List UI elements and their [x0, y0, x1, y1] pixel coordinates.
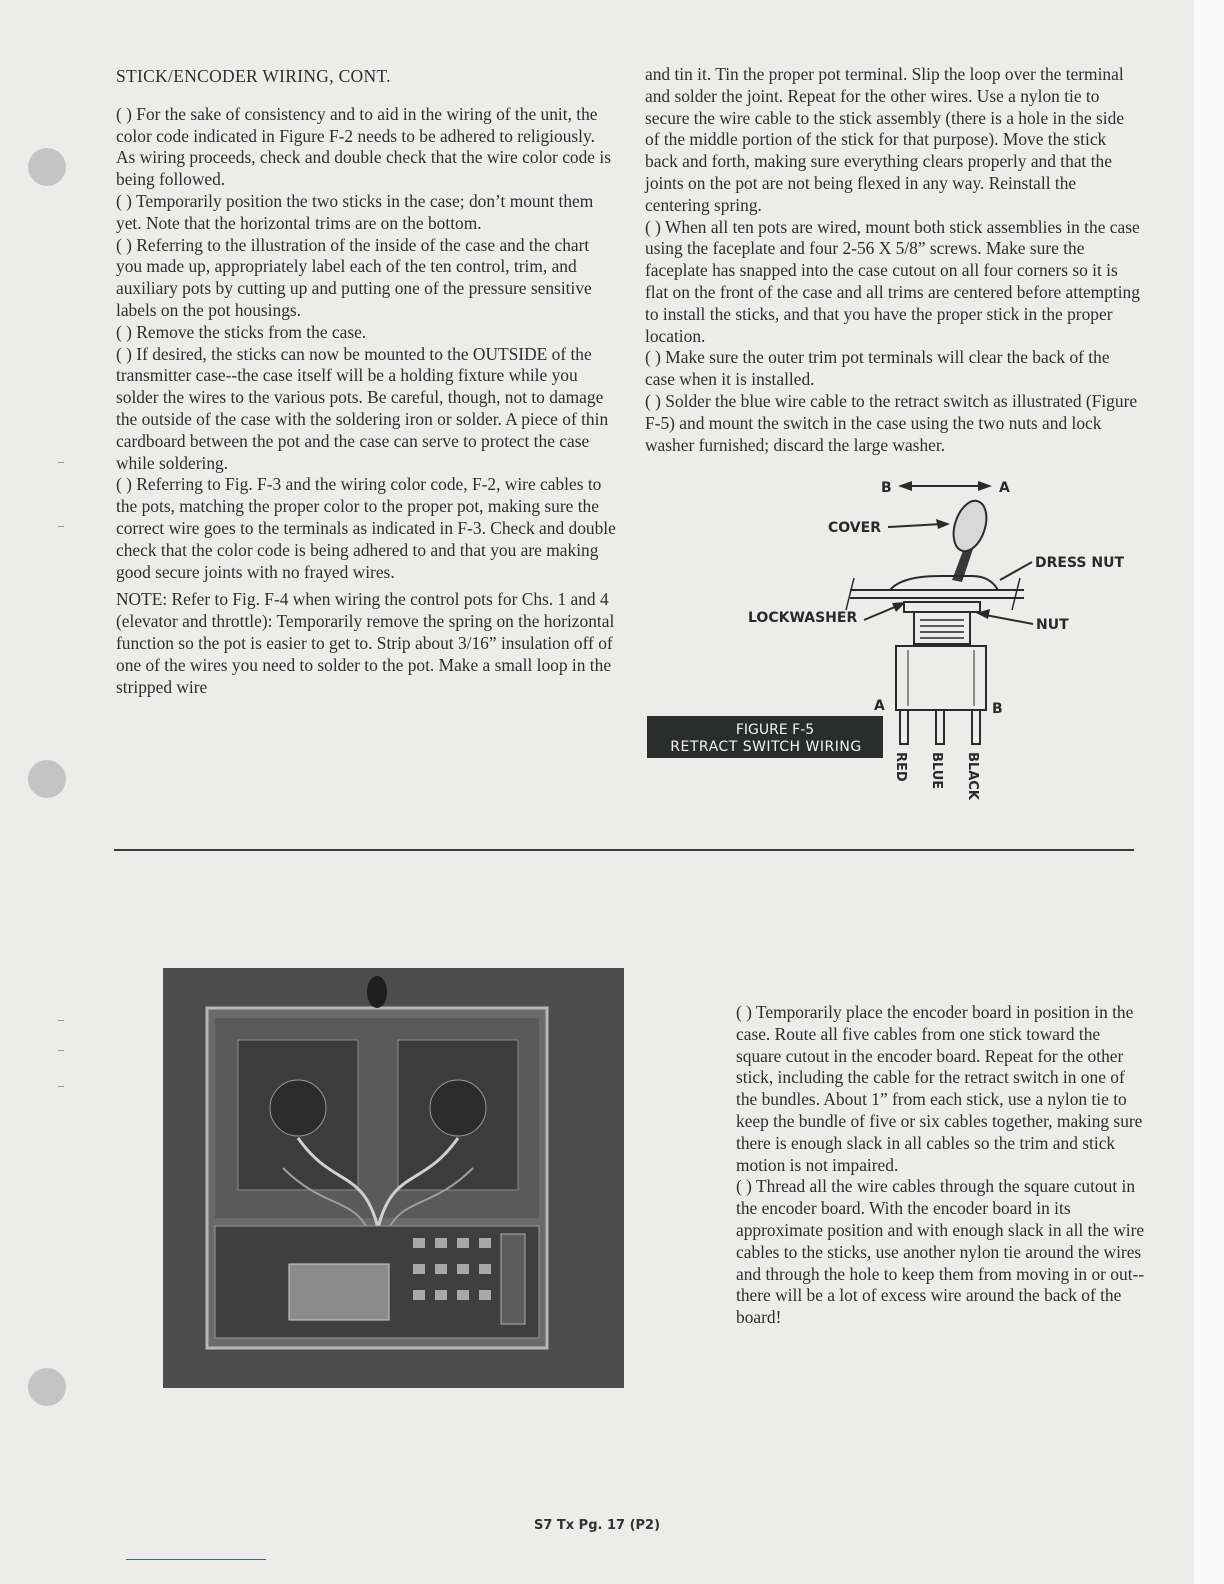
label-cover: COVER [828, 520, 881, 536]
figure-caption-title: FIGURE F-5 [735, 722, 815, 738]
section-heading: STICK/ENCODER WIRING, CONT. [116, 66, 391, 86]
margin-mark [58, 1050, 64, 1051]
dress-nut-shape [890, 576, 998, 590]
pointer-head [936, 519, 950, 529]
margin-mark [58, 462, 64, 463]
arrow-left-head [898, 481, 912, 491]
page-edge [1194, 0, 1224, 1584]
binder-hole-top [28, 148, 66, 186]
case-interior-photo [163, 968, 624, 1388]
label-lockwasher: LOCKWASHER [748, 610, 858, 626]
wire-label-black: BLACK [965, 752, 980, 800]
terminal-a [900, 710, 908, 744]
photo-illustration [163, 968, 624, 1388]
margin-mark [58, 526, 64, 527]
bottom-right-column [736, 1002, 1146, 1329]
pointer-head [976, 609, 990, 619]
edge-mark [126, 1559, 266, 1560]
figure-caption-subtitle: RETRACT SWITCH WIRING [670, 739, 862, 755]
instruction-paragraph: and tin it. Tin the proper pot terminal. Slip the loop over the terminal and solder the joint. Repeat for the other wires. Use a nylon tie to secure the wire cable to the stick assembly (there is a hole in the side of the middle portion of the stick for that purpose). Move the stick back and forth, making sure everything clears properly and that the joints on the pot are not being flexed in any way. Reinstall the centering spring. [645, 64, 1125, 215]
left-column [116, 66, 616, 698]
margin-mark [58, 1020, 64, 1021]
label-a-side: A [874, 698, 885, 714]
section-divider [114, 849, 1134, 851]
cover-icon [948, 497, 993, 556]
terminal-b [972, 710, 980, 744]
instruction-paragraph: ( ) Temporarily place the encoder board in position in the case. Route all five cables from one stick toward the square cutout in the encoder board. Repeat for the other stick, including the cable for the retract switch in one of the bundles. About 1” from each stick, use a nylon tie to keep the bundle of five or six cables together, making sure there is enough slack in all cables so the trim and stick motion is not impaired. [736, 1002, 1143, 1175]
instruction-paragraph: ( ) Referring to the illustration of the inside of the case and the chart you made up, appropriately label each of the ten control, trim, and auxiliary pots by cutting up and putting one of the pressure sensitive labels on the pot housings. [116, 234, 592, 320]
label-dress-nut: DRESS NUT [1035, 555, 1125, 571]
threaded-bushing [914, 612, 970, 644]
binder-hole-middle [28, 760, 66, 798]
instruction-paragraph: ( ) Remove the sticks from the case. [116, 321, 367, 342]
instruction-paragraph: ( ) Make sure the outer trim pot terminals will clear the back of the case when it is installed. [645, 347, 1110, 390]
panel-break [1012, 578, 1020, 610]
retract-switch-diagram [640, 470, 1125, 820]
note-paragraph: NOTE: Refer to Fig. F-4 when wiring the control pots for Chs. 1 and 4 (elevator and throttle): Temporarily remove the spring on the horizontal function so the pot is easier to get to. Strip about 3/16” insulation off of one of the wires you need to solder to the pot. Make a small loop in the stripped wire [116, 589, 615, 697]
right-column [645, 64, 1141, 456]
label-b-side: B [992, 701, 1003, 717]
label-nut: NUT [1036, 617, 1069, 633]
wire-label-red: RED [893, 752, 908, 782]
instruction-paragraph: ( ) When all ten pots are wired, mount both stick assemblies in the case using the faceplate and four 2-56 X 5/8” screws. Make sure the faceplate has snapped into the case cutout on all four corners so it is flat on the front of the case and all trims are centered before attempting to install the sticks, and that you have the proper stick in the proper location. [645, 216, 1140, 346]
label-a-top: A [999, 480, 1010, 496]
lockwasher-shape [904, 602, 980, 612]
dress-nut-pointer [1000, 562, 1032, 580]
instruction-paragraph: ( ) For the sake of consistency and to aid in the wiring of the unit, the color code indicated in Figure F-2 needs to be adhered to religiously. As wiring proceeds, check and double check that the wire color code is being followed. [116, 103, 611, 190]
terminal-center [936, 710, 944, 744]
instruction-paragraph: ( ) Referring to Fig. F-3 and the wiring color code, F-2, wire cables to the pots, matching the proper color to the proper pot, making sure the correct wire goes to the terminals as indicated in F-3. Check and double check that the color code is being adhered to and that you are making good secure joints with no frayed wires. [116, 474, 616, 582]
wire-label-blue: BLUE [929, 752, 944, 790]
page-footer: S7 Tx Pg. 17 (P2) [533, 1518, 661, 1533]
binder-hole-bottom [28, 1368, 66, 1406]
instruction-paragraph: ( ) If desired, the sticks can now be mounted to the OUTSIDE of the transmitter case--the case itself will be a holding fixture while you solder the wires to the various pots. Be careful, though, not to damage the outside of the case with the soldering iron or solder. A piece of thin cardboard between the pot and the case can serve to protect the case while soldering. [116, 343, 609, 473]
panel-break [846, 578, 854, 610]
arrow-right-head [978, 481, 992, 491]
instruction-paragraph: ( ) Solder the blue wire cable to the retract switch as illustrated (Figure F-5) and mount the switch in the case using the two nuts and lock washer furnished; discard the large washer. [645, 390, 1138, 455]
switch-body [896, 646, 986, 710]
instruction-paragraph: ( ) Temporarily position the two sticks in the case; don’t mount them yet. Note that the horizontal trims are on the bottom. [116, 190, 594, 233]
cover-pointer [888, 524, 942, 527]
toggle-lever [948, 497, 993, 582]
label-b-top: B [881, 480, 892, 496]
margin-mark [58, 1086, 64, 1087]
instruction-paragraph: ( ) Thread all the wire cables through the square cutout in the encoder board. With the encoder board in its approximate position and with enough slack in all the wire cables to the sticks, use another nylon tie around the wires and through the hole to keep them from moving in or out--there will be a lot of excess wire around the back of the board! [736, 1176, 1145, 1328]
